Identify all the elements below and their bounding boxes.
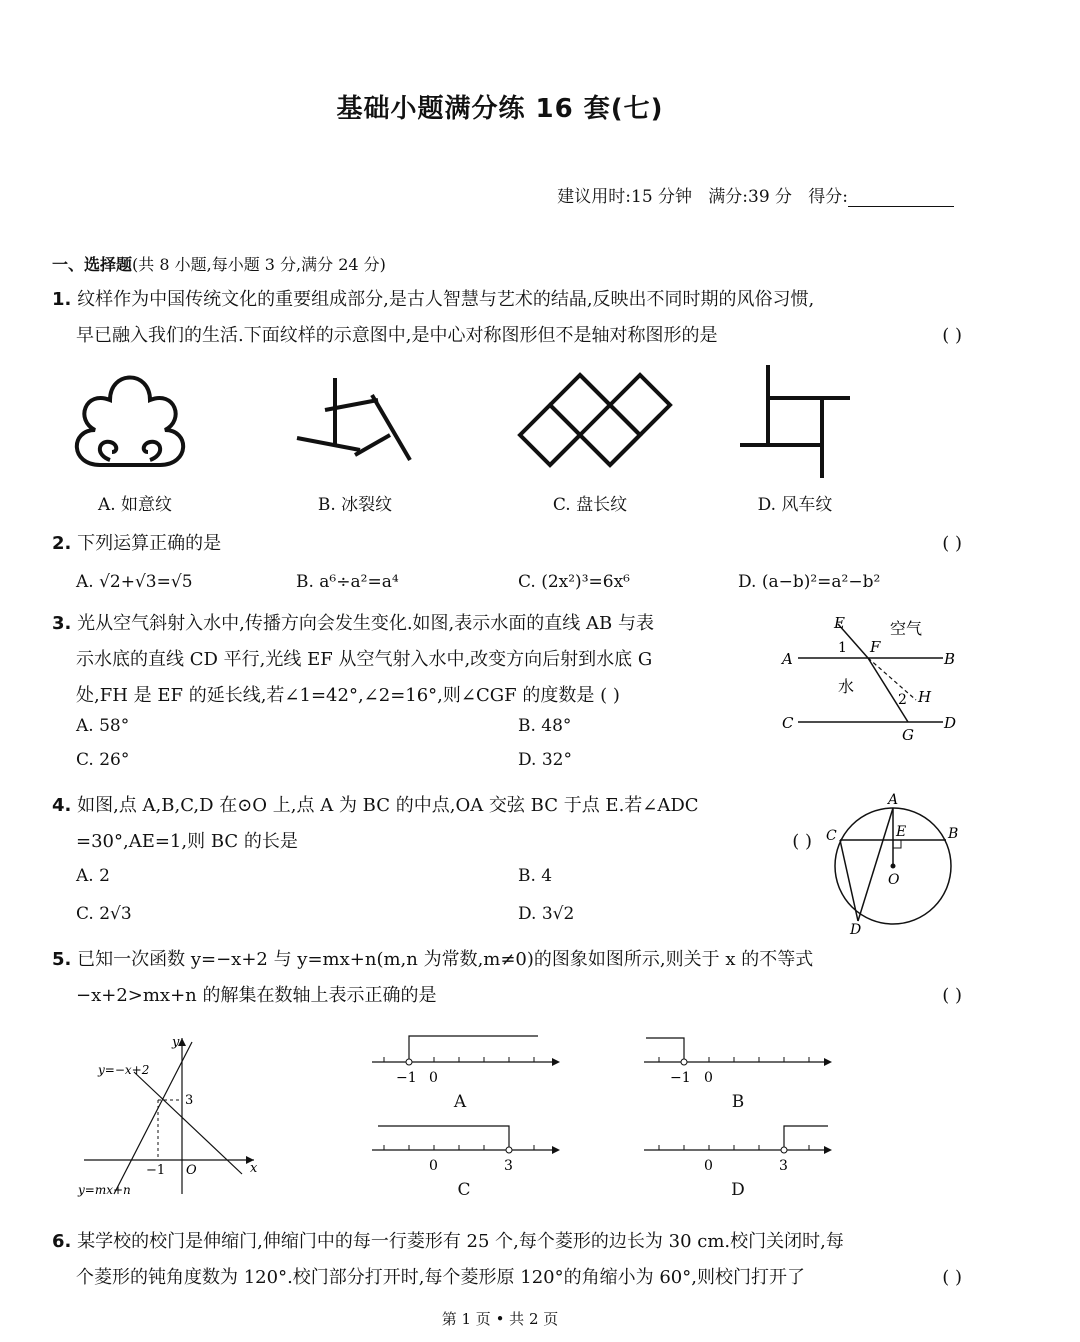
- tick-label: −1: [670, 1070, 691, 1086]
- q2-option-a: A. √2+√3=√5: [76, 572, 193, 592]
- answer-paren: ( ): [792, 831, 812, 852]
- number-line-b: [640, 1030, 840, 1090]
- tick-label: 3: [504, 1158, 513, 1174]
- angle-2-label: 2: [898, 692, 907, 708]
- q3-option-c: C. 26°: [76, 750, 130, 770]
- x-axis-label: x: [250, 1161, 258, 1176]
- q4-option-c: C. 2√3: [76, 904, 132, 924]
- question-2: [52, 526, 962, 562]
- q4-option-b: B. 4: [518, 866, 553, 886]
- ruyi-pattern-figure: [77, 378, 183, 466]
- angle-1-label: 1: [838, 640, 847, 656]
- question-number: 2.: [52, 533, 72, 554]
- q3-option-d: D. 32°: [518, 750, 572, 770]
- ray-fg: [868, 658, 908, 722]
- q4-option-d: D. 3√2: [518, 904, 575, 924]
- section-title: 一、选择题: [52, 255, 133, 274]
- y-value-3: 3: [185, 1093, 194, 1108]
- label-e: E: [834, 614, 845, 632]
- tick-label: 0: [704, 1158, 713, 1174]
- page-footer: 第 1 页 • 共 2 页: [441, 1310, 559, 1328]
- question-5: [52, 942, 962, 1014]
- question-number: 1.: [52, 289, 72, 310]
- question-6: [52, 1224, 962, 1296]
- number-line-d: [640, 1118, 840, 1178]
- label-d: D: [850, 922, 862, 938]
- q3-option-b: B. 48°: [518, 716, 572, 736]
- y-axis-label: y: [172, 1035, 180, 1050]
- question-text: 已知一次函数 y=−x+2 与 y=mx+n(m,n 为常数,m≠0)的图象如图所示,则关于 x 的不等式: [77, 949, 814, 970]
- score-label: 得分:: [808, 187, 848, 207]
- question-number: 4.: [52, 795, 72, 816]
- label-d: D: [944, 714, 957, 732]
- q2-option-c: C. (2x²)³=6x⁶: [518, 572, 630, 592]
- q1-caption-a: A. 如意纹: [97, 495, 173, 515]
- label-g: G: [902, 726, 914, 744]
- q4-circle-figure: [818, 788, 968, 938]
- answer-paren: ( ): [600, 685, 620, 706]
- ray-fh: [868, 658, 916, 700]
- exam-meta: [557, 182, 954, 207]
- panchang-pattern-figure: [520, 375, 670, 465]
- answer-paren: ( ): [942, 533, 962, 554]
- q1-caption-b: B. 冰裂纹: [317, 495, 393, 515]
- question-text: 下列运算正确的是: [77, 533, 222, 554]
- q1-caption-d: D. 风车纹: [757, 495, 833, 515]
- label-h: H: [918, 688, 932, 706]
- f2-label: y=mx+n: [78, 1183, 131, 1197]
- question-text: 光从空气斜射入水中,传播方向会发生变化.如图,表示水面的直线 AB 与表: [77, 613, 654, 634]
- section-header: [52, 252, 386, 275]
- origin-label: O: [186, 1163, 197, 1178]
- time-label: 建议用时:15 分钟: [557, 187, 693, 207]
- ice-crack-pattern-figure: [297, 378, 410, 460]
- label-a: A: [888, 792, 899, 808]
- q2-option-d: D. (a−b)²=a²−b²: [738, 572, 881, 592]
- q3-option-a: A. 58°: [76, 716, 130, 736]
- answer-paren: ( ): [942, 985, 962, 1006]
- tick-label: 0: [429, 1070, 438, 1086]
- tick-label: −1: [396, 1070, 417, 1086]
- q5-function-graph: [74, 1032, 264, 1202]
- question-number: 3.: [52, 613, 72, 634]
- number-line-d-label: D: [731, 1180, 745, 1200]
- label-b: B: [948, 826, 959, 842]
- tick-label: 0: [704, 1070, 713, 1086]
- windmill-pattern-figure: [740, 365, 850, 478]
- q4-option-a: A. 2: [76, 866, 110, 886]
- full-score-label: 满分:39 分: [708, 187, 793, 207]
- number-line-a-label: A: [453, 1092, 467, 1112]
- label-b: B: [944, 650, 956, 668]
- label-c: C: [782, 714, 794, 732]
- question-text: 处,FH 是 EF 的延长线,若∠1=42°,∠2=16°,则∠CGF 的度数是: [76, 685, 595, 706]
- label-f: F: [870, 638, 881, 656]
- number-line-b-label: B: [731, 1092, 745, 1112]
- question-text: 如图,点 A,B,C,D 在⊙O 上,点 A 为 BC 的中点,OA 交弦 BC 于点 E.若∠ADC: [77, 795, 699, 816]
- q1-caption-c: C. 盘长纹: [552, 495, 628, 515]
- question-number: 5.: [52, 949, 72, 970]
- number-line-a: [368, 1030, 568, 1090]
- question-1: [52, 282, 962, 354]
- question-text: 个菱形的钝角度数为 120°.校门部分打开时,每个菱形原 120°的角缩小为 60°,则校门打开了: [76, 1267, 805, 1288]
- segment-ad: [858, 808, 893, 921]
- q3-light-figure: [778, 610, 968, 750]
- question-text: =30°,AE=1,则 BC 的长是: [76, 831, 298, 852]
- answer-paren: ( ): [942, 325, 962, 346]
- f1-label: y=−x+2: [98, 1063, 150, 1077]
- score-blank: [848, 190, 954, 207]
- q1-figures: [60, 360, 880, 490]
- section-note: (共 8 小题,每小题 3 分,满分 24 分): [132, 255, 386, 274]
- number-line-c-label: C: [457, 1180, 471, 1200]
- q2-option-b: B. a⁶÷a²=a⁴: [296, 572, 399, 592]
- question-3: [52, 606, 772, 714]
- tick-label: 3: [779, 1158, 788, 1174]
- label-e: E: [896, 824, 907, 840]
- air-label: 空气: [890, 619, 923, 638]
- x-value-neg1: −1: [146, 1163, 166, 1178]
- question-text: 示水底的直线 CD 平行,光线 EF 从空气射入水中,改变方向后射到水底 G: [76, 649, 653, 670]
- question-text: 某学校的校门是伸缩门,伸缩门中的每一行菱形有 25 个,每个菱形的边长为 30 cm.校门关闭时,每: [77, 1231, 844, 1252]
- question-text: −x+2>mx+n 的解集在数轴上表示正确的是: [76, 985, 437, 1006]
- page-title: 基础小题满分练 16 套(七): [336, 94, 664, 124]
- label-o: O: [888, 872, 900, 888]
- answer-paren: ( ): [942, 1267, 962, 1288]
- tick-label: 0: [429, 1158, 438, 1174]
- question-text: 纹样作为中国传统文化的重要组成部分,是古人智慧与艺术的结晶,反映出不同时期的风俗习惯,: [77, 289, 815, 310]
- segment-dc: [840, 840, 858, 921]
- question-number: 6.: [52, 1231, 72, 1252]
- water-label: 水: [838, 677, 855, 696]
- question-4: [52, 788, 812, 860]
- question-text: 早已融入我们的生活.下面纹样的示意图中,是中心对称图形但不是轴对称图形的是: [76, 325, 718, 346]
- label-c: C: [826, 828, 837, 844]
- number-line-c: [368, 1118, 568, 1178]
- label-a: A: [782, 650, 793, 668]
